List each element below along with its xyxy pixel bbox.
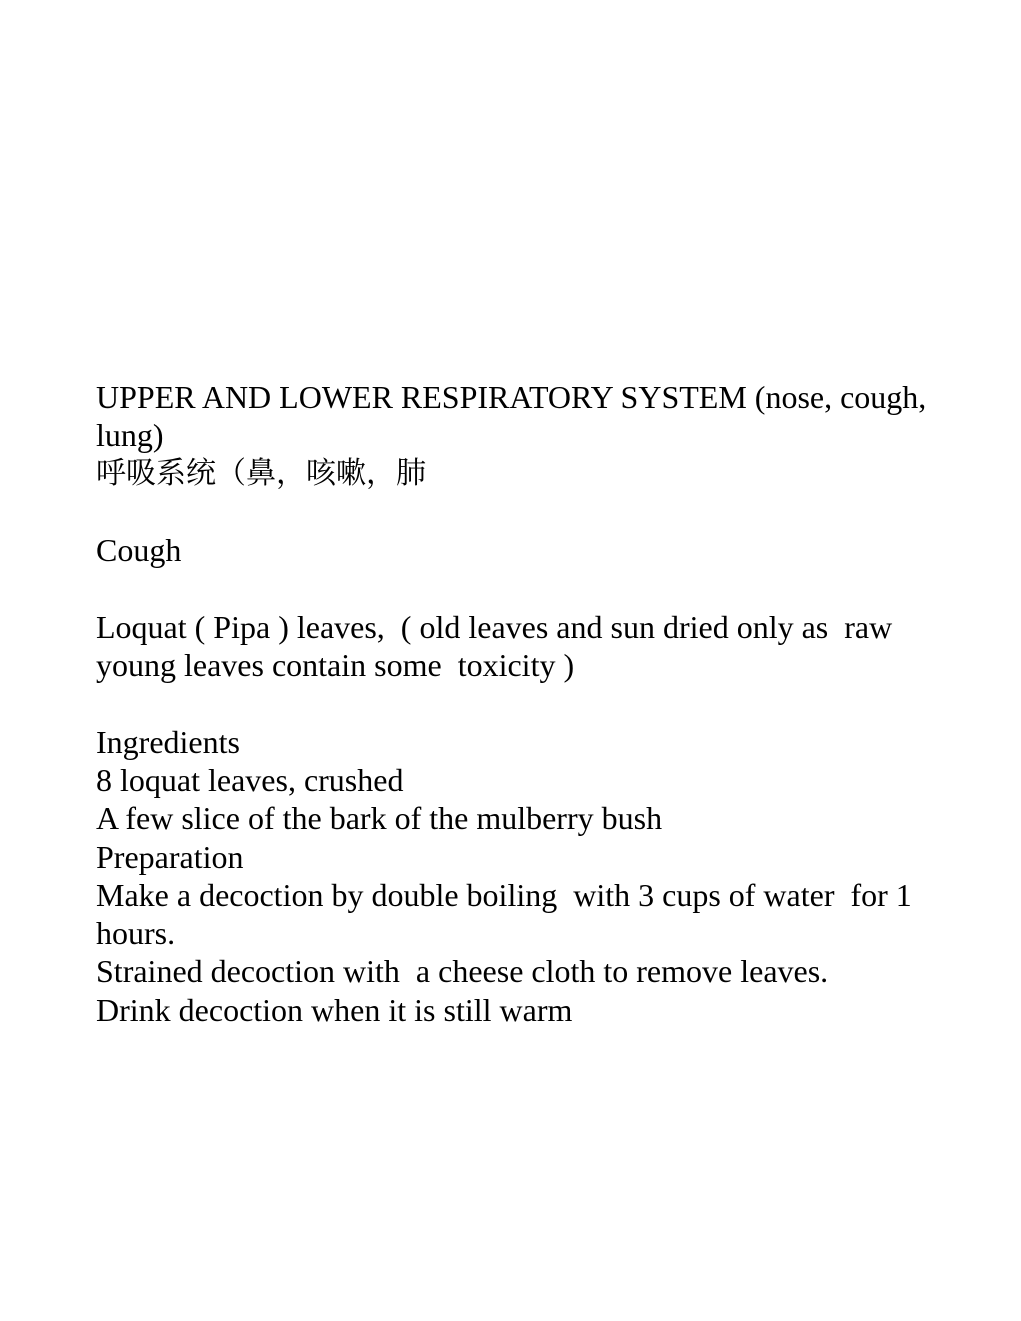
title-chinese: 呼吸系统（鼻，咳嗽，肺 bbox=[96, 455, 426, 491]
preparation-step: Strained decoction with a cheese cloth to remove leaves. bbox=[96, 953, 829, 990]
ingredient-item: A few slice of the bark of the mulberry bush bbox=[96, 800, 663, 837]
preparation-step: Drink decoction when it is still warm bbox=[96, 991, 573, 1028]
spacer bbox=[96, 493, 936, 531]
title-english: UPPER AND LOWER RESPIRATORY SYSTEM (nose, cough, lung) bbox=[96, 379, 935, 454]
document-body bbox=[96, 378, 936, 1029]
spacer bbox=[96, 684, 936, 722]
ingredients-heading: Ingredients bbox=[96, 723, 240, 760]
section-heading: Cough bbox=[96, 532, 182, 569]
ingredient-item: 8 loquat leaves, crushed bbox=[96, 761, 404, 798]
spacer bbox=[96, 569, 936, 607]
herb-description: Loquat ( Pipa ) leaves, ( old leaves and sun dried only as raw young leaves contain some toxicity ) bbox=[96, 608, 901, 684]
preparation-step: Make a decoction by double boiling with 3 cups of water for 1 hours. bbox=[96, 876, 920, 952]
preparation-heading: Preparation bbox=[96, 838, 244, 875]
